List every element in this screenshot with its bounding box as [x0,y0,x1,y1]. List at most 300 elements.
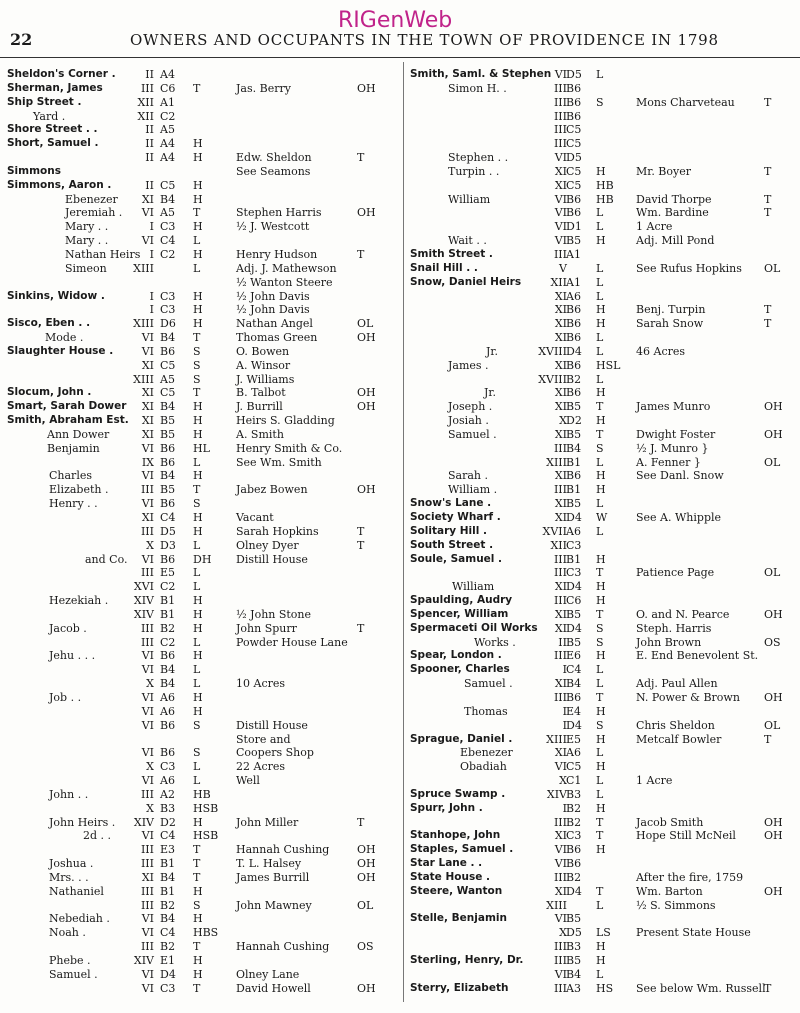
occupant-name: See Rufus Hopkins [636,261,742,275]
property-type: L [596,206,604,220]
property-type: DH [193,552,212,566]
entry-name: Phebe . [49,954,91,967]
entry-row [0,248,400,262]
ward-number: XI [554,317,567,331]
entry-name: Sterling, Henry, Dr. [410,954,524,966]
entry-name: Sprague, Daniel . [410,732,513,745]
occupant-name: J. Burrill [236,400,283,414]
ward-number: II [145,151,154,165]
occupant-name: James Burrill [236,870,310,884]
entry-name: Wait . . [448,234,487,248]
entry-name: Soule, Samuel . [410,552,503,565]
property-type: H [596,704,606,718]
entry-row [408,96,800,110]
plat-code: C4 [566,663,582,677]
plat-code: C3 [566,829,582,843]
ward-number: III [553,552,567,566]
entry-row [408,746,800,760]
ward-number: XIV [133,594,154,608]
entry-row [0,290,400,304]
entry-row [0,497,400,511]
plat-code: B5 [160,414,176,428]
entry-row [0,539,400,553]
plat-code: C4 [160,829,176,843]
property-type: L [596,68,604,81]
property-type: T [596,566,604,580]
plat-code: A4 [160,68,175,81]
ward-number: II [145,123,154,137]
entry-name: William [452,580,495,594]
ward-number: XI [554,829,567,843]
property-type: H [596,801,606,815]
plat-code: D2 [160,815,176,829]
entry-row [0,636,400,650]
property-type: H [193,400,203,414]
entry-row [0,262,400,276]
entry-row [408,386,800,400]
occupant-name: O. and N. Pearce [636,607,730,621]
property-type: L [193,774,201,788]
plat-code: D2 [566,414,582,428]
entry-row [0,511,400,525]
property-type: T [596,427,604,441]
occupant-name: Hope Still McNeil [636,829,736,843]
property-type: S [193,898,201,912]
property-type: L [193,580,201,594]
occupant-name: Benj. Turpin [636,303,706,317]
ward-number: III [553,109,567,123]
plat-code: B5 [566,234,582,248]
entry-row [408,206,800,220]
entry-row [0,871,400,885]
plat-code: B5 [566,427,582,441]
plat-code: B4 [160,677,176,691]
property-type: HSB [193,801,219,815]
plat-code: B2 [160,621,176,635]
entry-row [408,414,800,428]
occupant-name: Olney Dyer [236,538,299,552]
ward-number: XIV [133,954,154,967]
property-type: L [193,566,201,580]
plat-code: A6 [566,524,581,538]
plat-code: D1 [566,220,582,234]
plat-code: D4 [566,511,582,524]
property-type: HB [596,178,614,192]
property-type: H [193,884,203,898]
ward-number: XIII [546,732,567,746]
property-type: T [193,981,201,995]
ward-number: III [553,247,567,261]
entry-row [0,414,400,428]
property-type: L [193,234,201,248]
property-type: L [596,898,604,912]
entry-row [0,442,400,456]
plat-code: B4 [160,870,176,884]
entry-name: Spooner, Charles [410,663,510,676]
ward-number: VI [554,68,567,81]
ward-number: I [149,289,154,303]
property-type: H [193,469,203,483]
entry-name: Snow, Daniel Heirs [410,275,522,288]
entry-row [408,525,800,539]
entry-row [408,885,800,899]
entry-row [408,359,800,373]
entry-row [408,705,800,719]
ownership-code: OH [357,483,376,497]
entry-row [0,982,400,996]
ward-number: XVII [542,524,567,538]
entry-name: Simmons [7,164,61,177]
ward-number: XI [554,511,567,524]
entry-row [408,151,800,165]
plat-code: D4 [566,621,582,635]
entry-row [0,303,400,317]
entry-row [408,594,800,608]
ward-number: XI [141,358,154,372]
ward-number: XII [137,109,154,123]
occupant-name: See below Wm. Russell [636,981,766,995]
ward-number: XI [554,427,567,441]
ward-number: III [553,95,567,109]
property-type: H [193,649,203,663]
entry-name: and Co. [85,552,128,566]
property-type: L [596,372,604,386]
plat-code: B6 [566,843,582,857]
plat-code: B6 [160,718,176,732]
rigenweb-watermark: RIGenWeb [338,8,453,33]
ward-number: I [562,663,567,677]
property-type: H [193,815,203,829]
ward-number: III [553,815,567,829]
entry-row [408,248,800,262]
ward-number: III [553,870,567,884]
plat-code: E4 [566,704,582,718]
occupant-name: Mr. Boyer [636,164,691,178]
occupant-name: ½ John Davis [236,303,310,317]
entry-name: Spaulding, Audry [410,594,513,607]
entry-row [408,497,800,511]
plat-code: B6 [566,303,582,317]
ownership-code: OH [764,829,783,843]
occupant-name: ½ S. Simmons [636,898,716,912]
entry-row [408,290,800,304]
entry-row [408,982,800,996]
property-type: L [193,538,201,552]
entry-name: Samuel . [464,677,513,691]
plat-code: A4 [160,137,175,151]
occupant-name: E. End Benevolent St. [636,649,759,663]
occupant-name: N. Power & Brown [636,690,740,704]
ward-number: III [140,884,154,898]
plat-code: B5 [160,427,176,441]
ward-number: III [553,940,567,954]
occupant-name: Stephen Harris [236,206,322,220]
plat-code: B4 [566,967,582,981]
entry-row [408,511,800,525]
property-type: T [596,815,604,829]
plat-code: B4 [566,677,582,691]
plat-code: A5 [160,206,175,220]
entry-row [0,733,400,747]
entry-name: Staples, Samuel . [410,843,514,856]
ward-number: II [558,635,567,649]
occupant-name: Vacant [236,511,274,524]
plat-code: B5 [566,912,582,926]
property-type: H [193,690,203,704]
plat-code: C1 [566,774,582,788]
plat-code: C4 [160,511,176,524]
ward-number: VI [141,981,154,995]
property-type: H [596,469,606,483]
ward-number: XI [554,303,567,317]
property-type: LS [596,926,611,940]
property-type: HSB [193,829,219,843]
entry-row [0,137,400,151]
ward-number: VI [141,469,154,483]
property-type: HB [193,787,211,801]
entry-row [408,317,800,331]
property-type: L [596,774,604,788]
plat-code: B6 [566,109,582,123]
entry-name: Jeremiah . [65,206,123,220]
entry-name: William [448,192,491,206]
plat-code: B1 [160,607,176,621]
page-number: 22 [10,30,33,49]
property-type: L [596,275,604,289]
ward-number: XII [137,95,154,109]
plat-code: B2 [566,815,582,829]
entry-name: 2d . . [83,829,112,843]
entry-row [408,456,800,470]
plat-code: B3 [566,787,582,801]
ward-number: XI [141,400,154,414]
ward-number: VI [141,552,154,566]
ward-number: III [140,940,154,954]
entry-row [408,553,800,567]
entry-name: Obadiah [460,760,507,774]
entry-row [408,469,800,483]
entry-name: Samuel . [49,967,98,981]
entry-name: Works . [474,635,516,649]
property-type: H [193,954,203,967]
plat-code: B4 [160,663,176,677]
entry-name: Spurr, John . [410,801,483,814]
entry-name: William . [448,483,498,497]
plat-code: E1 [160,954,176,967]
property-type: H [193,151,203,165]
ward-number: XI [554,164,567,178]
ward-number: XI [554,607,567,621]
occupant-name: Jacob Smith [636,815,704,829]
entry-name: Short, Samuel . [7,137,99,150]
entry-name: Thomas [464,704,508,718]
entry-name: Slaughter House . [7,344,114,357]
entry-name: Smart, Sarah Dower [7,400,127,413]
property-type: L [193,261,201,275]
ward-number: VI [141,344,154,358]
entry-name: Ann Dower [47,427,110,441]
plat-code: C3 [160,760,176,774]
plat-code: C5 [566,137,582,151]
ownership-code: OL [764,566,781,580]
property-type: H [596,580,606,594]
occupant-name: Dwight Foster [636,427,716,441]
property-type: H [193,427,203,441]
property-type: T [193,870,201,884]
plat-code: B4 [160,192,176,206]
property-type: H [193,594,203,608]
plat-code: A6 [566,746,581,760]
entry-row [0,649,400,663]
occupant-name: Steph. Harris [636,621,712,635]
property-type: H [596,552,606,566]
property-type: T [193,206,201,220]
property-type: T [193,843,201,857]
property-type: T [596,829,604,843]
left-column [0,68,400,996]
entry-row [408,82,800,96]
occupant-name: Nathan Angel [236,317,313,331]
property-type: T [596,400,604,414]
ward-number: V [559,261,567,275]
property-type: H [596,317,606,331]
entry-row [408,110,800,124]
property-type: L [596,344,604,358]
entry-name: Ship Street . [7,95,82,108]
property-type: S [596,441,604,455]
entry-name: Henry . . [49,497,98,511]
ward-number: I [562,704,567,718]
plat-code: B6 [160,746,176,760]
occupant-name: A. Fenner } [636,455,701,469]
ward-number: III [140,483,154,497]
plat-code: D4 [566,344,582,358]
ward-number: XI [554,621,567,635]
ward-number: XVI [133,580,154,594]
property-type: H [596,649,606,663]
property-type: T [193,857,201,871]
occupant-name: Henry Smith & Co. [236,441,343,455]
property-type: L [596,455,604,469]
entry-row [408,788,800,802]
property-type: S [193,344,201,358]
entry-row [0,885,400,899]
plat-code: A1 [566,247,581,261]
ward-number: VI [141,774,154,788]
plat-code: C5 [160,358,176,372]
plat-code: B6 [566,386,582,400]
entry-name: Solitary Hill . [410,524,487,537]
occupant-name: Thomas Green [236,331,318,345]
occupant-name: ½ J. Westcott [236,220,310,234]
column-divider [403,62,404,1002]
entry-row [0,234,400,248]
property-type: S [193,358,201,372]
entry-name: Simeon [65,261,107,275]
property-type: T [596,884,604,898]
entry-name: Stanhope, John [410,829,501,842]
plat-code: A6 [160,774,175,788]
property-type: L [596,220,604,234]
header-rule [0,57,800,58]
ward-number: XII [550,538,567,552]
ward-number: III [553,441,567,455]
ownership-code: OS [357,940,374,954]
ward-number: VI [554,234,567,248]
entry-name: Shore Street . . [7,123,98,136]
entry-row [0,96,400,110]
entry-name: Sherman, James [7,81,103,94]
ownership-code: OH [357,843,376,857]
entry-row [408,926,800,940]
ward-number: VI [141,718,154,732]
entry-row [408,262,800,276]
entry-name: Jehu . . . [49,649,96,663]
ward-number: VI [141,234,154,248]
ward-number: III [140,621,154,635]
ownership-code: OL [357,317,374,331]
entry-row [0,220,400,234]
plat-code: C3 [566,538,582,552]
entry-row [408,303,800,317]
entry-row [0,912,400,926]
ward-number: VI [141,912,154,926]
ward-number: III [553,981,567,995]
property-type: HBS [193,926,219,940]
property-type: L [193,677,201,691]
plat-code: B2 [566,801,582,815]
entry-name: Ebenezer [460,746,513,760]
plat-code: C4 [160,926,176,940]
occupant-name: Hannah Cushing [236,843,330,857]
property-type: L [193,663,201,677]
occupant-name: Wm. Barton [636,884,703,898]
page-title: OWNERS AND OCCUPANTS IN THE TOWN OF PROVIDENCE IN 1798 [130,31,719,49]
property-type: HL [193,441,210,455]
entry-row [0,594,400,608]
ward-number: I [149,303,154,317]
property-type: H [596,732,606,746]
entry-name: Stelle, Benjamin [410,912,507,925]
plat-code: D4 [566,884,582,898]
ward-number: X [146,801,154,815]
ward-number: VI [141,926,154,940]
property-type: L [596,331,604,345]
ward-number: XI [554,469,567,483]
plat-code: E5 [566,732,582,746]
entry-name: Jacob . [49,621,87,635]
plat-code: C2 [160,247,176,261]
ward-number: III [140,81,154,95]
plat-code: D4 [160,967,176,981]
entry-name: Snail Hill . . [410,261,478,274]
occupant-name: Powder House Lane [236,635,348,649]
plat-code: B6 [566,192,582,206]
entry-row [408,802,800,816]
plat-code: E3 [160,843,176,857]
ward-number: XIV [133,607,154,621]
plat-code: C2 [160,635,176,649]
entry-row [0,165,400,179]
ward-number: I [149,247,154,261]
occupant-name: 46 Acres [636,344,686,358]
plat-code: A3 [566,981,581,995]
ownership-code: OL [764,718,781,732]
entry-row [0,719,400,733]
ward-number: VI [554,760,567,774]
ward-number: III [140,635,154,649]
plat-code: E5 [160,566,176,580]
